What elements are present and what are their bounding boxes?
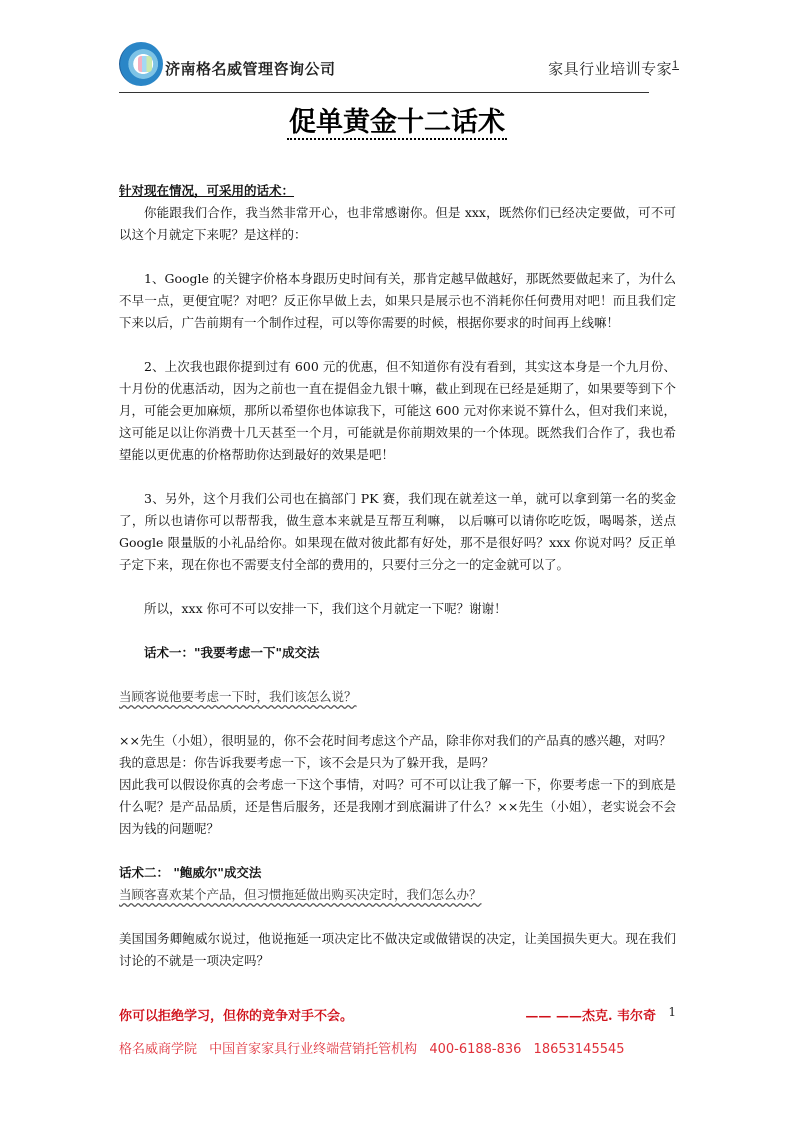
footer-phone-2: 18653145545 xyxy=(533,1042,625,1057)
document-body xyxy=(119,180,676,972)
slogan-mark: 1 xyxy=(672,60,679,71)
quote-author: —— ——杰克. 韦尔奇 xyxy=(525,1009,656,1024)
page-header xyxy=(119,42,679,94)
footer-quote xyxy=(119,1005,676,1027)
question-text: 当顾客说他要考虑一下时，我们该怎么说？ xyxy=(119,689,357,704)
script-1-question xyxy=(119,686,676,708)
point-2: 2、上次我也跟你提到过有 600 元的优惠，但不知道你有没有看到，其实这本身是一个九月份、十月份的优惠活动，因为之前也一直在提倡金九银十嘛，截止到现在已经是延期了，如果要等到下个月，可能会更加麻烦，那所以希望你也体谅我下，可能这 600 元对你来说不算什么，但对我们来说，这可能足以让你消费十几天甚至一个月，可能就是你前期效果的一个体现。既然我们合作了，我也希望能以更优惠的价格帮助你达到最好的效果是吧！ xyxy=(119,359,676,462)
point-1: 1、Google 的关键字价格本身跟历史时间有关，那肯定越早做越好，那既然要做起来了，为什么不早一点，更便宜呢？对吧？反正你早做上去，如果只是展示也不消耗你任何费用对吧！而且我们定下来以后，广告前期有一个制作过程，可以等你需要的时候，根据你要求的时间再上线嘛！ xyxy=(119,271,676,330)
script-1-line: 因此我可以假设你真的会考虑一下这个事情，对吗？可不可以让我了解一下，你要考虑一下的到底是什么呢？是产品品质，还是售后服务，还是我刚才到底漏讲了什么？××先生（小姐），老实说会不会因为钱的问题呢？ xyxy=(119,777,676,836)
script-2-question xyxy=(119,884,676,906)
closing-paragraph: 所以，xxx 你可不可以安排一下，我们这个月就定一下呢？谢谢！ xyxy=(144,601,507,616)
quote-text: 你可以拒绝学习，但你的竞争对手不会。 xyxy=(119,1009,354,1024)
footer-contact xyxy=(119,1038,633,1057)
header-divider xyxy=(119,92,649,93)
footer-desc: 中国首家家具行业终端营销托管机构 xyxy=(209,1042,418,1057)
question-text: 当顾客喜欢某个产品，但习惯拖延做出购买决定时，我们怎么办？ xyxy=(119,887,482,902)
intro-paragraph: 你能跟我们合作，我当然非常开心，也非常感谢你。但是 xxx，既然你们已经决定要做，可不可以这个月就定下来呢？是这样的： xyxy=(119,205,676,242)
script-2-body: 美国国务卿鲍威尔说过，他说拖延一项决定比不做决定或做错误的决定，让美国损失更大。现在我们讨论的不就是一项决定吗？ xyxy=(119,931,676,968)
section-heading: 针对现在情况，可采用的话术： xyxy=(119,183,295,198)
title-text: 促单黄金十二话术 xyxy=(289,107,505,138)
script-1-line: ××先生（小姐），很明显的，你不会花时间考虑这个产品，除非你对我们的产品真的感兴趣，对吗？ xyxy=(119,733,672,748)
point-3: 3、另外，这个月我们公司也在搞部门 PK 赛，我们现在就差这一单，就可以拿到第一名的奖金了，所以也请你可以帮帮我，做生意本来就是互帮互利嘛， 以后嘛可以请你吃吃饭，喝喝茶，送点 Google 限量版的小礼品给你。如果现在做对彼此都有好处，那不是很好吗？xxx 你说对吗？反正单子定下来，现在你也不需要支付全部的费用的，只要付三分之一的定金就可以了。 xyxy=(119,491,676,572)
slogan-text: 家具行业培训专家 xyxy=(548,60,673,78)
company-name: 济南格名威管理咨询公司 xyxy=(165,60,336,78)
page-number: 1 xyxy=(668,1005,676,1019)
script-1-line: 我的意思是：你告诉我要考虑一下，该不会是只为了躲开我，是吗？ xyxy=(119,755,495,770)
footer-phone-1: 400-6188-836 xyxy=(429,1042,522,1057)
header-slogan xyxy=(548,58,679,79)
script-1-heading: 话术一："我要考虑一下"成交法 xyxy=(144,645,320,660)
footer-org: 格名威商学院 xyxy=(119,1042,198,1057)
page-title xyxy=(0,100,794,139)
script-2-heading: 话术二： "鲍威尔"成交法 xyxy=(119,865,262,880)
company-logo-icon xyxy=(119,42,163,86)
